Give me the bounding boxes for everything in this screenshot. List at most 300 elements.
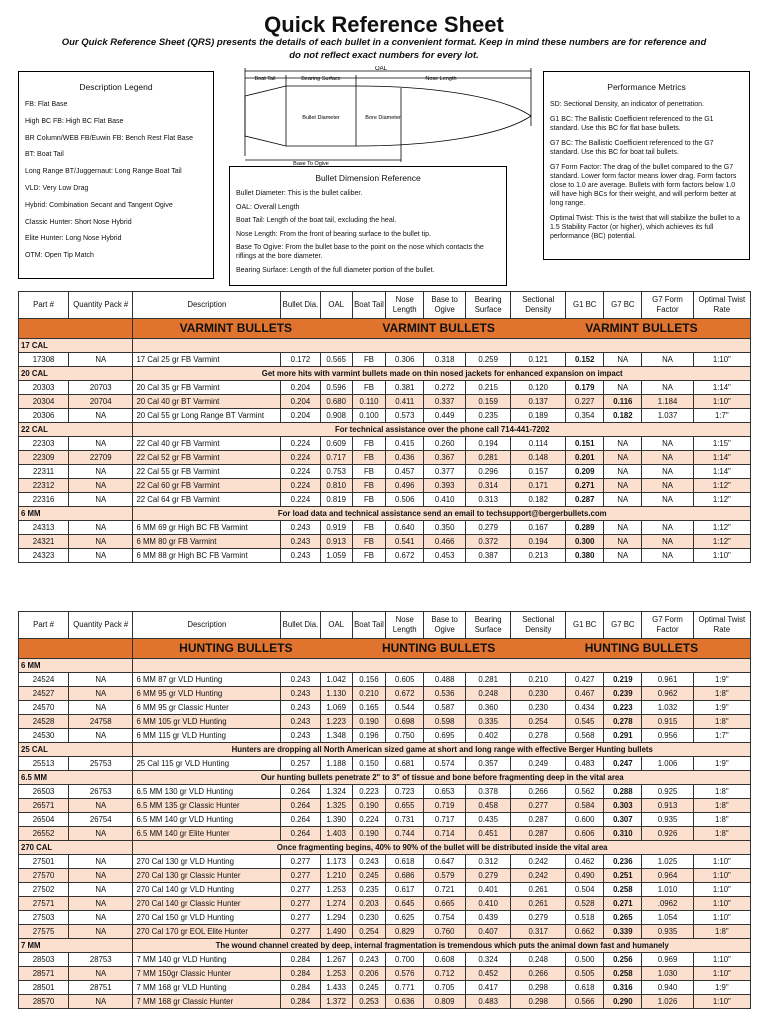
table-cell: 22309 bbox=[19, 451, 69, 465]
table-cell: 0.410 bbox=[466, 897, 511, 911]
table-cell: 0.230 bbox=[511, 687, 566, 701]
table-cell: 6.5 MM 130 gr VLD Hunting bbox=[133, 785, 281, 799]
table-cell: 1:7" bbox=[693, 729, 750, 743]
table-cell: 0.457 bbox=[386, 465, 424, 479]
table-cell: FB bbox=[352, 493, 385, 507]
nose-length-label: Nose Length bbox=[425, 76, 457, 82]
table-cell: 26753 bbox=[69, 785, 133, 799]
table-cell: 1.294 bbox=[320, 911, 352, 925]
table-cell: NA bbox=[604, 549, 642, 563]
table-cell: 0.277 bbox=[281, 925, 320, 939]
table-cell: 0.753 bbox=[320, 465, 352, 479]
table-cell: NA bbox=[604, 437, 642, 451]
column-header: G7 BC bbox=[604, 292, 642, 319]
table-cell: 1.025 bbox=[642, 855, 693, 869]
banner-spacer bbox=[19, 639, 133, 659]
table-cell: 1.173 bbox=[320, 855, 352, 869]
table-cell: 0.290 bbox=[604, 995, 642, 1009]
table-cell: NA bbox=[604, 521, 642, 535]
table-row bbox=[19, 673, 751, 687]
table-cell: NA bbox=[69, 549, 133, 563]
table-cell: 0.573 bbox=[386, 409, 424, 423]
table-cell: 0.415 bbox=[386, 437, 424, 451]
table-cell: 0.279 bbox=[511, 911, 566, 925]
section-note: For load data and technical assistance send an email to techsupport@bergerbullets.com bbox=[133, 507, 751, 521]
table-cell: 0.310 bbox=[604, 827, 642, 841]
table-cell: 0.606 bbox=[566, 827, 604, 841]
table-cell: 0.259 bbox=[466, 353, 511, 367]
header-row bbox=[19, 612, 751, 639]
table-cell: 1.210 bbox=[320, 869, 352, 883]
table-cell: 0.272 bbox=[424, 381, 466, 395]
table-cell: 0.750 bbox=[386, 729, 424, 743]
table-cell: 0.587 bbox=[424, 701, 466, 715]
table-cell: 1.010 bbox=[642, 883, 693, 897]
table-cell: 0.969 bbox=[642, 953, 693, 967]
table-cell: 0.935 bbox=[642, 813, 693, 827]
table-cell: 1.274 bbox=[320, 897, 352, 911]
table-row bbox=[19, 381, 751, 395]
legend-item: Hybrid: Combination Secant and Tangent Ogive bbox=[25, 201, 173, 209]
table-cell: 0.819 bbox=[320, 493, 352, 507]
table-row bbox=[19, 437, 751, 451]
table-cell: 1:15" bbox=[693, 437, 750, 451]
legend-heading: Description Legend bbox=[79, 82, 153, 92]
table-cell: 1:10" bbox=[693, 897, 750, 911]
table-cell: 1:12" bbox=[693, 521, 750, 535]
table-cell: 1:10" bbox=[693, 395, 750, 409]
table-cell: 0.137 bbox=[511, 395, 566, 409]
table-cell: 0.284 bbox=[281, 981, 320, 995]
table-cell: NA bbox=[69, 493, 133, 507]
table-cell: 0.760 bbox=[424, 925, 466, 939]
table-cell: 28571 bbox=[19, 967, 69, 981]
table-cell: 22316 bbox=[19, 493, 69, 507]
table-cell: 0.190 bbox=[352, 715, 385, 729]
legend-item: Long Range BT/Juggernaut: Long Range Boat Tail bbox=[25, 168, 182, 176]
table-cell: 7 MM 168 gr VLD Hunting bbox=[133, 981, 281, 995]
table-cell: 28503 bbox=[19, 953, 69, 967]
table-cell: 1.267 bbox=[320, 953, 352, 967]
table-cell: 1:14" bbox=[693, 465, 750, 479]
column-header: Description bbox=[133, 292, 281, 319]
table-cell: 0.224 bbox=[352, 813, 385, 827]
table-cell: 0.254 bbox=[352, 925, 385, 939]
table-cell: 0.483 bbox=[466, 995, 511, 1009]
table-row bbox=[19, 785, 751, 799]
table-row bbox=[19, 493, 751, 507]
table-cell: 1:10" bbox=[693, 855, 750, 869]
table-cell: 0.617 bbox=[386, 883, 424, 897]
table-cell: 0.209 bbox=[566, 465, 604, 479]
table-cell: 27503 bbox=[19, 911, 69, 925]
legend-item: Elite Hunter: Long Nose Hybrid bbox=[25, 235, 122, 243]
header-row bbox=[19, 292, 751, 319]
table-cell: 0.496 bbox=[386, 479, 424, 493]
table-cell: 0.172 bbox=[281, 353, 320, 367]
table-cell: NA bbox=[69, 729, 133, 743]
caliber-section-row bbox=[19, 771, 751, 785]
table-cell: 0.536 bbox=[424, 687, 466, 701]
table-cell: 0.156 bbox=[352, 673, 385, 687]
table-cell: 1:12" bbox=[693, 535, 750, 549]
table-cell: 0.213 bbox=[511, 549, 566, 563]
table-cell: .0962 bbox=[642, 897, 693, 911]
banner-title bbox=[133, 319, 751, 339]
table-cell: 1.184 bbox=[642, 395, 693, 409]
table-cell: 270 Cal 140 gr Classic Hunter bbox=[133, 897, 281, 911]
table-cell: 0.243 bbox=[281, 535, 320, 549]
table-cell: 0.411 bbox=[386, 395, 424, 409]
table-cell: 6 MM 88 gr High BC FB Varmint bbox=[133, 549, 281, 563]
table-cell: 22303 bbox=[19, 437, 69, 451]
column-header: Boat Tail bbox=[352, 292, 385, 319]
table-cell: 0.926 bbox=[642, 827, 693, 841]
table-cell: 0.224 bbox=[281, 437, 320, 451]
category-banner bbox=[19, 639, 751, 659]
table-cell: 0.281 bbox=[466, 673, 511, 687]
table-cell: 1:10" bbox=[693, 883, 750, 897]
table-row bbox=[19, 869, 751, 883]
table-row bbox=[19, 409, 751, 423]
section-note: The wound channel created by deep, internal fragmentation is tremendous which puts the animal down fast and humanely bbox=[133, 939, 751, 953]
table-cell: 22 Cal 52 gr FB Varmint bbox=[133, 451, 281, 465]
column-header: Boat Tail bbox=[352, 612, 385, 639]
table-cell: 0.148 bbox=[511, 451, 566, 465]
table-cell: 0.235 bbox=[352, 883, 385, 897]
dimref-item: Nose Length: From the front of bearing surface to the bullet tip. bbox=[236, 230, 431, 238]
table-cell: 1:8" bbox=[693, 799, 750, 813]
table-cell: 0.695 bbox=[424, 729, 466, 743]
caliber-label: 7 MM bbox=[19, 939, 133, 953]
table-cell: NA bbox=[604, 353, 642, 367]
section-note: For technical assistance over the phone call 714-441-7202 bbox=[133, 423, 751, 437]
table-cell: FB bbox=[352, 521, 385, 535]
table-cell: 1.403 bbox=[320, 827, 352, 841]
table-cell: 0.224 bbox=[281, 465, 320, 479]
table-cell: 28501 bbox=[19, 981, 69, 995]
column-header: Bearing Surface bbox=[466, 612, 511, 639]
table-cell: 0.219 bbox=[604, 673, 642, 687]
table-cell: 0.719 bbox=[424, 799, 466, 813]
table-cell: 0.314 bbox=[466, 479, 511, 493]
table-cell: 0.964 bbox=[642, 869, 693, 883]
table-cell: 0.436 bbox=[386, 451, 424, 465]
table-cell: 0.318 bbox=[424, 353, 466, 367]
table-cell: 0.640 bbox=[386, 521, 424, 535]
table-cell: 0.636 bbox=[386, 995, 424, 1009]
table-cell: 1:10" bbox=[693, 869, 750, 883]
banner-label: VARMINT BULLETS bbox=[382, 321, 495, 335]
table-cell: 0.568 bbox=[566, 729, 604, 743]
column-header: Sectional Density bbox=[511, 612, 566, 639]
legend-item: FB: Flat Base bbox=[25, 101, 68, 108]
table-cell: 0.150 bbox=[352, 757, 385, 771]
table-cell: 1.223 bbox=[320, 715, 352, 729]
table-cell: FB bbox=[352, 479, 385, 493]
table-cell: 0.723 bbox=[386, 785, 424, 799]
column-header: Bullet Dia. bbox=[281, 612, 320, 639]
table-cell: 1:10" bbox=[693, 911, 750, 925]
table-cell: 0.714 bbox=[424, 827, 466, 841]
table-cell: 1:9" bbox=[693, 701, 750, 715]
banner-spacer bbox=[19, 319, 133, 339]
table-cell: 0.505 bbox=[566, 967, 604, 981]
perf-item: G7 BC: The Ballistic Coefficient referenced to the G7 standard. Use this BC for boat tail bullets. bbox=[550, 140, 714, 156]
boat-tail-label: Boat Tail bbox=[254, 76, 276, 82]
caliber-section-row bbox=[19, 659, 751, 673]
table-cell: FB bbox=[352, 451, 385, 465]
bullet-drawing bbox=[231, 66, 541, 166]
table-cell: 1:12" bbox=[693, 493, 750, 507]
table-cell: 0.277 bbox=[281, 869, 320, 883]
table-cell: 0.258 bbox=[604, 883, 642, 897]
table-row bbox=[19, 521, 751, 535]
table-cell: 0.427 bbox=[566, 673, 604, 687]
legend-list bbox=[25, 100, 207, 260]
table-cell: NA bbox=[69, 353, 133, 367]
table-cell: 0.243 bbox=[281, 521, 320, 535]
table-row bbox=[19, 855, 751, 869]
table-cell: 0.686 bbox=[386, 869, 424, 883]
table-cell: 27502 bbox=[19, 883, 69, 897]
table-cell: 0.114 bbox=[511, 437, 566, 451]
caliber-section-row bbox=[19, 339, 751, 353]
table-cell: NA bbox=[69, 925, 133, 939]
column-header: Quantity Pack # bbox=[69, 612, 133, 639]
table-cell: 0.605 bbox=[386, 673, 424, 687]
table-cell: 1:8" bbox=[693, 785, 750, 799]
table-cell: 0.574 bbox=[424, 757, 466, 771]
perf-list bbox=[550, 100, 743, 241]
table-cell: 0.291 bbox=[604, 729, 642, 743]
table-cell: 26503 bbox=[19, 785, 69, 799]
table-cell: 0.260 bbox=[424, 437, 466, 451]
table-cell: 0.451 bbox=[466, 827, 511, 841]
column-header: Optimal Twist Rate bbox=[693, 292, 750, 319]
column-header: Optimal Twist Rate bbox=[693, 612, 750, 639]
table-row bbox=[19, 715, 751, 729]
section-note: Get more hits with varmint bullets made on thin nosed jackets for enhanced expansion on impact bbox=[133, 367, 751, 381]
table-cell: 1.037 bbox=[642, 409, 693, 423]
table-cell: 0.665 bbox=[424, 897, 466, 911]
bore-diameter-label: Bore Diameter bbox=[365, 115, 401, 121]
table-cell: 0.257 bbox=[281, 757, 320, 771]
table-cell: 0.261 bbox=[511, 883, 566, 897]
table-cell: 22709 bbox=[69, 451, 133, 465]
table-cell: 0.401 bbox=[466, 883, 511, 897]
table-cell: 27501 bbox=[19, 855, 69, 869]
table-cell: 0.210 bbox=[511, 673, 566, 687]
caliber-section-row bbox=[19, 507, 751, 521]
table-cell: 1.490 bbox=[320, 925, 352, 939]
table-row bbox=[19, 911, 751, 925]
table-cell: 0.466 bbox=[424, 535, 466, 549]
table-cell: 0.681 bbox=[386, 757, 424, 771]
table-cell: NA bbox=[604, 451, 642, 465]
table-cell: 0.121 bbox=[511, 353, 566, 367]
table-cell: 0.908 bbox=[320, 409, 352, 423]
table-cell: 0.287 bbox=[511, 827, 566, 841]
table-cell: 0.287 bbox=[511, 813, 566, 827]
legend-item: Classic Hunter: Short Nose Hybrid bbox=[25, 218, 132, 226]
table-cell: 24323 bbox=[19, 549, 69, 563]
column-header: G7 BC bbox=[604, 612, 642, 639]
table-cell: 0.672 bbox=[386, 687, 424, 701]
table-cell: 0.335 bbox=[466, 715, 511, 729]
table-cell: 0.435 bbox=[466, 813, 511, 827]
table-cell: 26552 bbox=[19, 827, 69, 841]
description-legend bbox=[18, 71, 214, 279]
table-cell: 0.204 bbox=[281, 381, 320, 395]
table-cell: 1:12" bbox=[693, 479, 750, 493]
table-cell: 1:7" bbox=[693, 409, 750, 423]
table-cell: 0.647 bbox=[424, 855, 466, 869]
table-cell: 0.662 bbox=[566, 925, 604, 939]
table-cell: 1:9" bbox=[693, 757, 750, 771]
table-cell: NA bbox=[642, 493, 693, 507]
table-cell: 0.962 bbox=[642, 687, 693, 701]
table-cell: 0.223 bbox=[604, 701, 642, 715]
table-cell: 0.317 bbox=[511, 925, 566, 939]
table-cell: NA bbox=[642, 535, 693, 549]
table-cell: 0.253 bbox=[352, 995, 385, 1009]
table-cell: 0.600 bbox=[566, 813, 604, 827]
table-cell: 20 Cal 35 gr FB Varmint bbox=[133, 381, 281, 395]
table-cell: 0.235 bbox=[466, 409, 511, 423]
table-row bbox=[19, 479, 751, 493]
table-cell: 24524 bbox=[19, 673, 69, 687]
table-cell: 0.810 bbox=[320, 479, 352, 493]
table-cell: NA bbox=[69, 967, 133, 981]
bearing-surface-label: Bearing Surface bbox=[301, 76, 341, 82]
dimref-item: Bullet Diameter: This is the bullet caliber. bbox=[236, 190, 363, 197]
table-cell: 1:8" bbox=[693, 687, 750, 701]
table-cell: 0.157 bbox=[511, 465, 566, 479]
caliber-section-row bbox=[19, 367, 751, 381]
table-cell: 0.961 bbox=[642, 673, 693, 687]
table-cell: 0.271 bbox=[604, 897, 642, 911]
table-cell: 0.434 bbox=[566, 701, 604, 715]
table-cell: 270 Cal 140 gr VLD Hunting bbox=[133, 883, 281, 897]
table-cell: 0.387 bbox=[466, 549, 511, 563]
table-cell: 0.829 bbox=[386, 925, 424, 939]
table-row bbox=[19, 465, 751, 479]
table-cell: 6 MM 95 gr Classic Hunter bbox=[133, 701, 281, 715]
table-cell: NA bbox=[69, 883, 133, 897]
legend-item: High BC FB: High BC Flat Base bbox=[25, 117, 124, 125]
table-cell: 0.261 bbox=[511, 897, 566, 911]
table-cell: 0.453 bbox=[424, 549, 466, 563]
table-cell: 0.206 bbox=[352, 967, 385, 981]
table-cell: 25513 bbox=[19, 757, 69, 771]
table-cell: 1:8" bbox=[693, 827, 750, 841]
table-cell: 0.110 bbox=[352, 395, 385, 409]
table-cell: 0.372 bbox=[466, 535, 511, 549]
table-cell: 270 Cal 130 gr Classic Hunter bbox=[133, 869, 281, 883]
table-cell: 0.452 bbox=[466, 967, 511, 981]
table-cell: 0.576 bbox=[386, 967, 424, 981]
table-row bbox=[19, 799, 751, 813]
table-cell: NA bbox=[69, 897, 133, 911]
column-header: G1 BC bbox=[566, 612, 604, 639]
table-cell: 0.201 bbox=[566, 451, 604, 465]
table-cell: 25753 bbox=[69, 757, 133, 771]
table-row bbox=[19, 757, 751, 771]
table-cell: 0.462 bbox=[566, 855, 604, 869]
table-cell: 0.204 bbox=[281, 395, 320, 409]
page-title: Quick Reference Sheet bbox=[264, 12, 504, 37]
table-cell: 0.565 bbox=[320, 353, 352, 367]
table-row bbox=[19, 353, 751, 367]
table-cell: 0.264 bbox=[281, 827, 320, 841]
table-cell: 1:8" bbox=[693, 925, 750, 939]
table-cell: FB bbox=[352, 437, 385, 451]
column-header: Part # bbox=[19, 292, 69, 319]
table-row bbox=[19, 827, 751, 841]
table-cell: 0.254 bbox=[511, 715, 566, 729]
table-row bbox=[19, 535, 751, 549]
column-header: Part # bbox=[19, 612, 69, 639]
table-cell: 1.324 bbox=[320, 785, 352, 799]
table-cell: 1.372 bbox=[320, 995, 352, 1009]
table-cell: 0.504 bbox=[566, 883, 604, 897]
legend-item: BT: Boat Tail bbox=[25, 151, 64, 159]
table-cell: 0.236 bbox=[604, 855, 642, 869]
table-cell: 0.245 bbox=[352, 981, 385, 995]
table-cell: 24527 bbox=[19, 687, 69, 701]
table-cell: 1.348 bbox=[320, 729, 352, 743]
table-cell: 0.698 bbox=[386, 715, 424, 729]
table-cell: 0.248 bbox=[511, 953, 566, 967]
column-header: Bullet Dia. bbox=[281, 292, 320, 319]
table-cell: 0.584 bbox=[566, 799, 604, 813]
table-row bbox=[19, 701, 751, 715]
section-note bbox=[133, 659, 751, 673]
table-cell: 1:10" bbox=[693, 549, 750, 563]
table-cell: 270 Cal 150 gr VLD Hunting bbox=[133, 911, 281, 925]
caliber-label: 25 CAL bbox=[19, 743, 133, 757]
table-cell: 6 MM 80 gr FB Varmint bbox=[133, 535, 281, 549]
column-header: Nose Length bbox=[386, 612, 424, 639]
table-cell: 22311 bbox=[19, 465, 69, 479]
table-cell: 0.458 bbox=[466, 799, 511, 813]
table-cell: 0.203 bbox=[352, 897, 385, 911]
table-cell: 0.490 bbox=[566, 869, 604, 883]
table-cell: 0.377 bbox=[424, 465, 466, 479]
table-cell: 28753 bbox=[69, 953, 133, 967]
table-cell: NA bbox=[69, 479, 133, 493]
banner-label: HUNTING BULLETS bbox=[179, 641, 293, 655]
table-cell: NA bbox=[69, 409, 133, 423]
table-row bbox=[19, 687, 751, 701]
table-cell: 0.655 bbox=[386, 799, 424, 813]
table-cell: 0.645 bbox=[386, 897, 424, 911]
table-cell: NA bbox=[604, 493, 642, 507]
table-cell: 24570 bbox=[19, 701, 69, 715]
table-cell: 22 Cal 55 gr FB Varmint bbox=[133, 465, 281, 479]
table-cell: 0.609 bbox=[320, 437, 352, 451]
column-header: G7 Form Factor bbox=[642, 292, 693, 319]
caliber-section-row bbox=[19, 939, 751, 953]
table-cell: 0.744 bbox=[386, 827, 424, 841]
table-cell: 0.284 bbox=[281, 967, 320, 981]
table-cell: 0.243 bbox=[281, 729, 320, 743]
table-cell: 0.417 bbox=[466, 981, 511, 995]
table-cell: 0.545 bbox=[566, 715, 604, 729]
table-row bbox=[19, 451, 751, 465]
table-cell: 6.5 MM 140 gr VLD Hunting bbox=[133, 813, 281, 827]
